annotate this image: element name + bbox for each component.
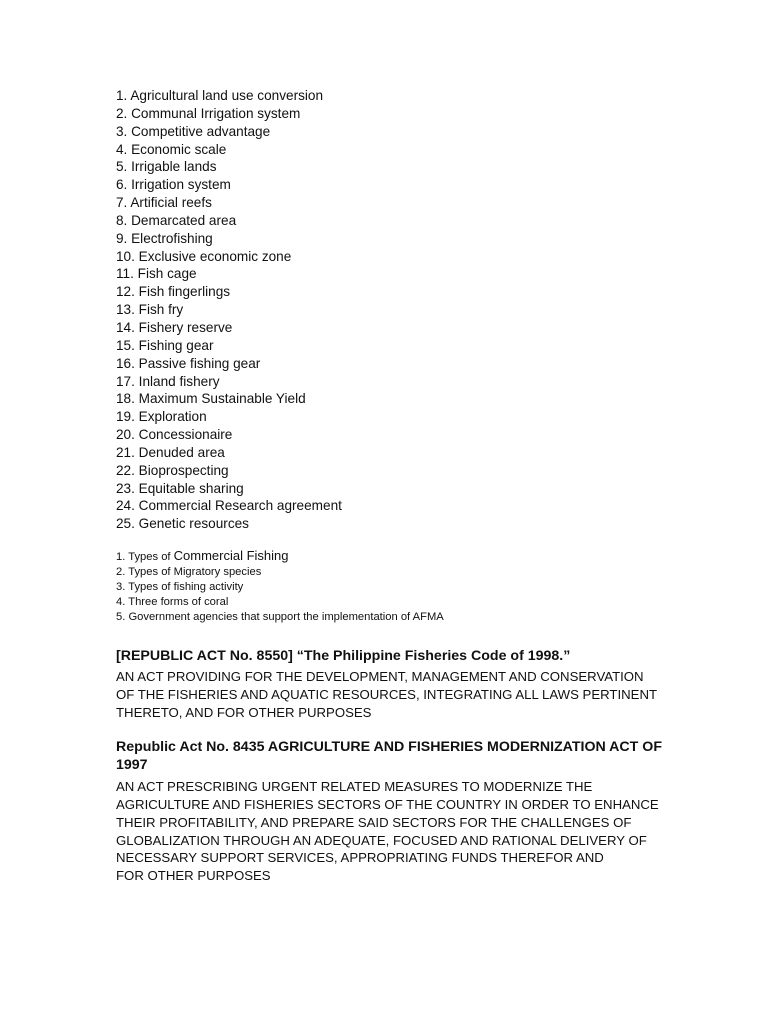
topic-emphasis: Commercial Fishing xyxy=(173,548,289,564)
term-item: 18. Maximum Sustainable Yield xyxy=(116,391,306,407)
term-item: 16. Passive fishing gear xyxy=(116,355,261,371)
topic-item xyxy=(116,549,676,565)
term-item: 19. Exploration xyxy=(116,409,207,425)
term-item: 2. Communal Irrigation system xyxy=(116,105,301,121)
term-item: 3. Competitive advantage xyxy=(116,123,271,139)
term-item: 25. Genetic resources xyxy=(116,516,249,532)
term-item: 5. Irrigable lands xyxy=(116,159,217,175)
term-item: 9. Electrofishing xyxy=(116,230,213,246)
term-item: 4. Economic scale xyxy=(116,141,227,157)
term-item: 15. Fishing gear xyxy=(116,337,214,353)
term-item: 12. Fish fingerlings xyxy=(116,284,231,300)
term-item: 24. Commercial Research agreement xyxy=(116,498,342,514)
topic-item: 5. Government agencies that support the implementation of AFMA xyxy=(116,610,444,623)
term-item: 11. Fish cage xyxy=(116,266,197,282)
topic-item: 2. Types of Migratory species xyxy=(116,566,262,578)
term-item: 10. Exclusive economic zone xyxy=(116,248,292,264)
topic-prefix: 1. Types of xyxy=(116,551,174,564)
topics-list xyxy=(116,549,676,625)
law-section-ra8435 xyxy=(116,738,676,885)
term-item: 8. Demarcated area xyxy=(116,212,237,228)
term-item: 17. Inland fishery xyxy=(116,373,220,389)
topic-item: 3. Types of fishing activity xyxy=(116,580,244,593)
term-item: 14. Fishery reserve xyxy=(116,319,233,335)
term-item: 6. Irrigation system xyxy=(116,177,231,193)
term-item: 20. Concessionaire xyxy=(116,427,233,443)
term-item: 21. Denuded area xyxy=(116,444,225,460)
term-item: 7. Artificial reefs xyxy=(116,195,212,211)
term-item: 1. Agricultural land use conversion xyxy=(116,88,324,103)
law-title: Republic Act No. 8435 AGRICULTURE AND FISHERIES MODERNIZATION ACT OF 1997 xyxy=(116,738,662,774)
law-description: AN ACT PROVIDING FOR THE DEVELOPMENT, MANAGEMENT AND CONSERVATION OF THE FISHERIES AND AQUATIC RESOURCES, INTEGRATING ALL LAWS PERTINENT THERETO, AND FOR OTHER PURPOSES xyxy=(116,669,658,720)
law-title: [REPUBLIC ACT No. 8550] “The Philippine Fisheries Code of 1998.” xyxy=(116,647,571,664)
terms-list xyxy=(116,87,676,533)
law-section-ra8550 xyxy=(116,647,676,722)
term-item: 22. Bioprospecting xyxy=(116,462,229,478)
topic-item: 4. Three forms of coral xyxy=(116,595,229,608)
term-item: 23. Equitable sharing xyxy=(116,480,244,496)
term-item: 13. Fish fry xyxy=(116,302,184,318)
document-page xyxy=(116,87,676,885)
law-description: AN ACT PRESCRIBING URGENT RELATED MEASURES TO MODERNIZE THE AGRICULTURE AND FISHERIES SECTORS OF THE COUNTRY IN ORDER TO ENHANCE THEIR PROFITABILITY, AND PREPARE SAID SECTORS FOR THE CHALLENGES OF GLOBALIZATION THROUGH AN ADEQUATE, FOCUSED AND RATIONAL DELIVERY OF NECESSARY SUPPORT SERVICES, APPROPRIATING FUNDS THEREFOR AND FOR OTHER PURPOSES xyxy=(116,778,659,884)
